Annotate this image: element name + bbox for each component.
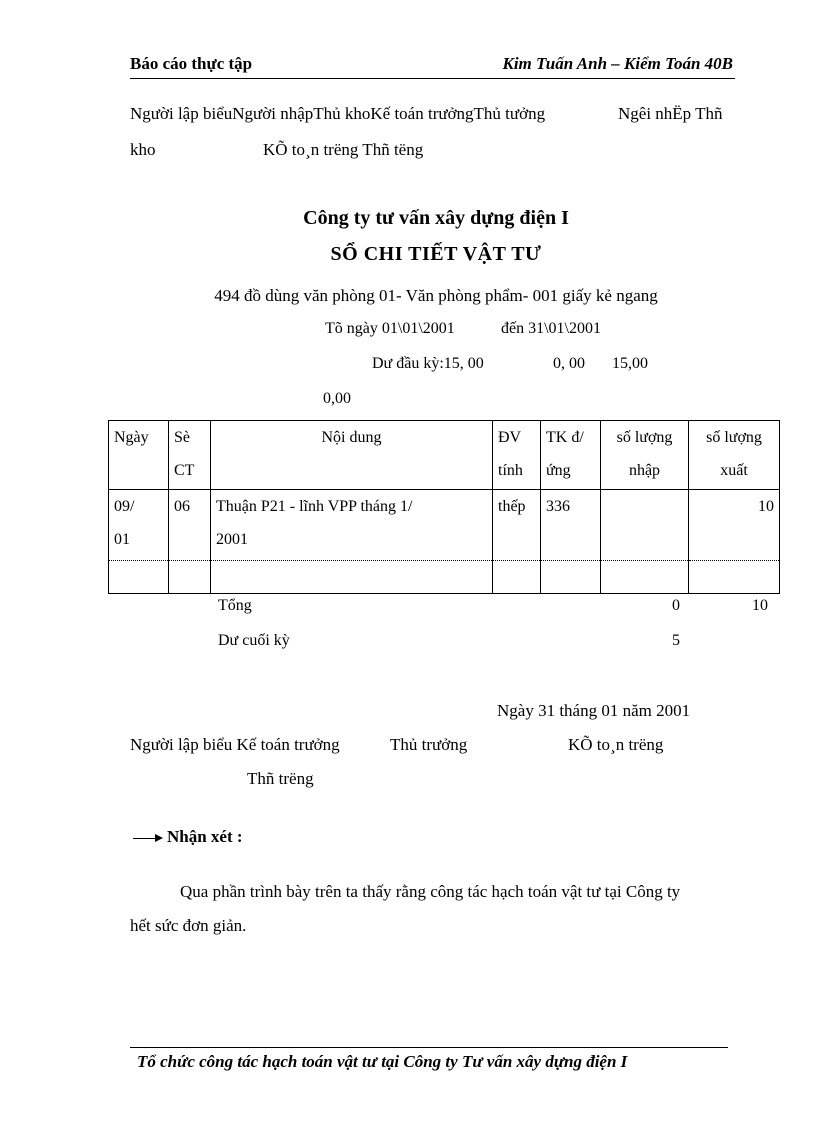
opening-balance-v4: 0,00 (323, 390, 351, 407)
company-name: Công ty tư vấn xây dựng điện I (303, 207, 569, 229)
total-nhap: 0 (672, 597, 680, 614)
col-header-tk-doi-ung: TK đ/ ứng (541, 421, 601, 490)
arrow-right-icon (133, 838, 161, 839)
closing-balance-value: 5 (672, 632, 680, 649)
remark-label: Nhận xét : (167, 827, 243, 846)
signatures-top-line2-left: kho (130, 140, 156, 159)
col-header-sl-nhap: số lượng nhập (601, 421, 689, 490)
footer-rule (130, 1047, 728, 1048)
signatures-bottom-line2: Thñ trëng (247, 769, 314, 788)
document-title: SỔ CHI TIẾT VẬT TƯ (330, 243, 542, 265)
cell-xuat: 10 (689, 490, 780, 561)
signatures-top-line2-right: KÕ to¸n trëng Thñ tëng (263, 140, 424, 159)
header-rule (130, 78, 735, 79)
cell-noi-dung: Thuận P21 - lĩnh VPP tháng 1/ 2001 (211, 490, 493, 561)
header-right: Kim Tuấn Anh – Kiểm Toán 40B (502, 54, 733, 73)
remark-paragraph-line1: Qua phần trình bày trên ta thấy rằng công tác hạch toán vật tư tại Công ty (180, 882, 681, 901)
item-line: 494 đồ dùng văn phòng 01- Văn phòng phẩm- 001 giấy kẻ ngang (214, 286, 658, 305)
col-header-sl-xuat: số lượng xuất (689, 421, 780, 490)
period-to: đến 31\01\2001 (501, 320, 601, 337)
col-header-dv-tinh: ĐV tính (493, 421, 541, 490)
col-header-noi-dung: Nội dung (211, 421, 493, 490)
remark-heading (133, 827, 243, 847)
col-header-so-ct: Sè CT (169, 421, 211, 490)
table-row-empty (109, 561, 780, 594)
period-from: Tõ ngày 01\01\2001 (325, 320, 455, 337)
header-left: Báo cáo thực tập (130, 54, 253, 73)
signatures-bottom-c: KÕ to¸n trëng (568, 735, 664, 754)
cell-dv: thếp (493, 490, 541, 561)
cell-tk: 336 (541, 490, 601, 561)
remark-paragraph-line2: hết sức đơn giản. (130, 916, 247, 935)
cell-nhap (601, 490, 689, 561)
footer-text: Tổ chức công tác hạch toán vật tư tại Công ty Tư vấn xây dựng điện I (137, 1052, 628, 1071)
cell-ngay: 09/ 01 (109, 490, 169, 561)
opening-balance-label: Dư đầu kỳ:15, 00 (372, 355, 484, 372)
ledger-table (108, 420, 780, 594)
total-label: Tổng (218, 597, 252, 614)
signatures-top-line1-right: Ngêi nhËp Thñ (618, 104, 723, 123)
opening-balance-v2: 0, 00 (553, 355, 585, 372)
total-xuat: 10 (752, 597, 768, 614)
opening-balance-v3: 15,00 (612, 355, 648, 372)
col-header-ngay: Ngày (109, 421, 169, 490)
table-row (109, 490, 780, 561)
closing-balance-label: Dư cuối kỳ (218, 632, 290, 649)
cell-so-ct: 06 (169, 490, 211, 561)
table-header-row (109, 421, 780, 490)
signatures-bottom-a: Người lập biểu Kế toán trưởng (130, 735, 340, 754)
signatures-top-line1: Người lập biểuNgười nhậpThủ khoKế toán trưởngThủ tưởng (130, 104, 546, 123)
date-line: Ngày 31 tháng 01 năm 2001 (497, 701, 691, 720)
signatures-bottom-b: Thủ trưởng (390, 735, 468, 754)
